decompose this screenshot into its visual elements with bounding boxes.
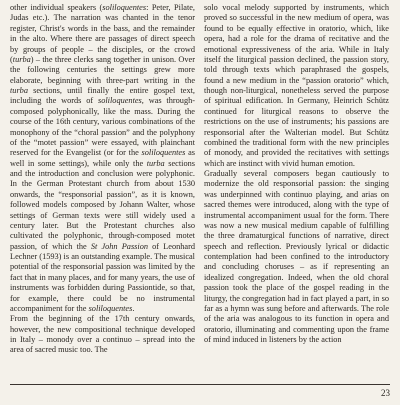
paragraph: Gradually several composers began cautiously to modernize the old responsorial passion: the singing was underpinned with continuo playing, and arias on sacred themes were introduced, along with the type of instrumental accompaniment usual for the form. There was now a new musical medium capable of fulfilling the three dramaturgical functions of narrative, direct speech and reflection. Previously lyrical or didactic contemplation had been confined to the introductory and concluding choruses – as if representing an idealized congregation. Indeed, when the old choral passion took the place of the gospel reading in the liturgy, the congregation had in fact played a part, in so far as a hymn was sung before and afterwards. The role of the aria was analogous to its function in opera and oratorio, illuminating and commenting upon the frame of mind induced in listeners by the action [204,169,389,344]
paragraph: solo vocal melody supported by instruments, which proved so successful in the new medium of opera, was found to be equally effective in oratorio, which, like opera, had a role for the drama of recitative and the emotional expressiveness of the aria. While in Italy itself the liturgical passion declined, the passion story, told through texts which paraphrased the gospels, found a new medium in the “passion oratorio” which, though non-liturgical, nonetheless served the purpose of spiritual edification. In Germany, Heinrich Schütz continued for liturgical reasons to observe the restrictions on the use of instruments; his passions are responsorial after the Walterian model. But Schütz combined the traditional form with the new principles of monody, and provided the recitatives with settings which are instinct with vivid human emotion. [204,3,389,168]
footer-rule [10,384,390,385]
paragraph: From the beginning of the 17th century onwards, however, the new compositional technique developed in Italy – monody over a continuo – spread into the area of sacred music too. The [10,314,195,355]
paragraph: other individual speakers (soliloquentes: Peter, Pilate, Judas etc.). The narration was chanted in the tenor register, Christ's words in the bass, and the remainder in the alto. Where there are passages of direct speech by groups of people – the disciples, or the crowd (turba) – the three clerks sang together in unison. Over the following centuries the settings grew more elaborate, beginning with three-part writing in the turba sections, until finally the entire gospel text, including the words of soliloquentes, was through-composed polyphonically, like the mass. During the course of the 16th century, various combinations of the monophony of the “choral passion” and the polyphony of the “motet passion” were essayed, with plainchant reserved for the Evangelist (or for the soliloquentes as well in some settings), while only the turba sections and the introduction and conclusion were polyphonic. In the German Protestant church from about 1530 onwards, the “responsorial passion”, as it is known, followed models composed by Johann Walter, whose settings of German texts were still widely used a century later. But the Protestant churches also cultivated the polyphonic, through-composed motet passion, of which the St John Passion of Leonhard Lechner (1593) is an outstanding example. The musical potential of the responsorial passion was limited by the fact that in many places, and for many years, the use of instruments was forbidden during Passiontide, so that, for example, there could be no instrumental accompaniment for the soliloquentes. [10,3,196,313]
left-column [10,3,195,356]
right-column [204,3,389,345]
page-number: 23 [381,388,390,398]
